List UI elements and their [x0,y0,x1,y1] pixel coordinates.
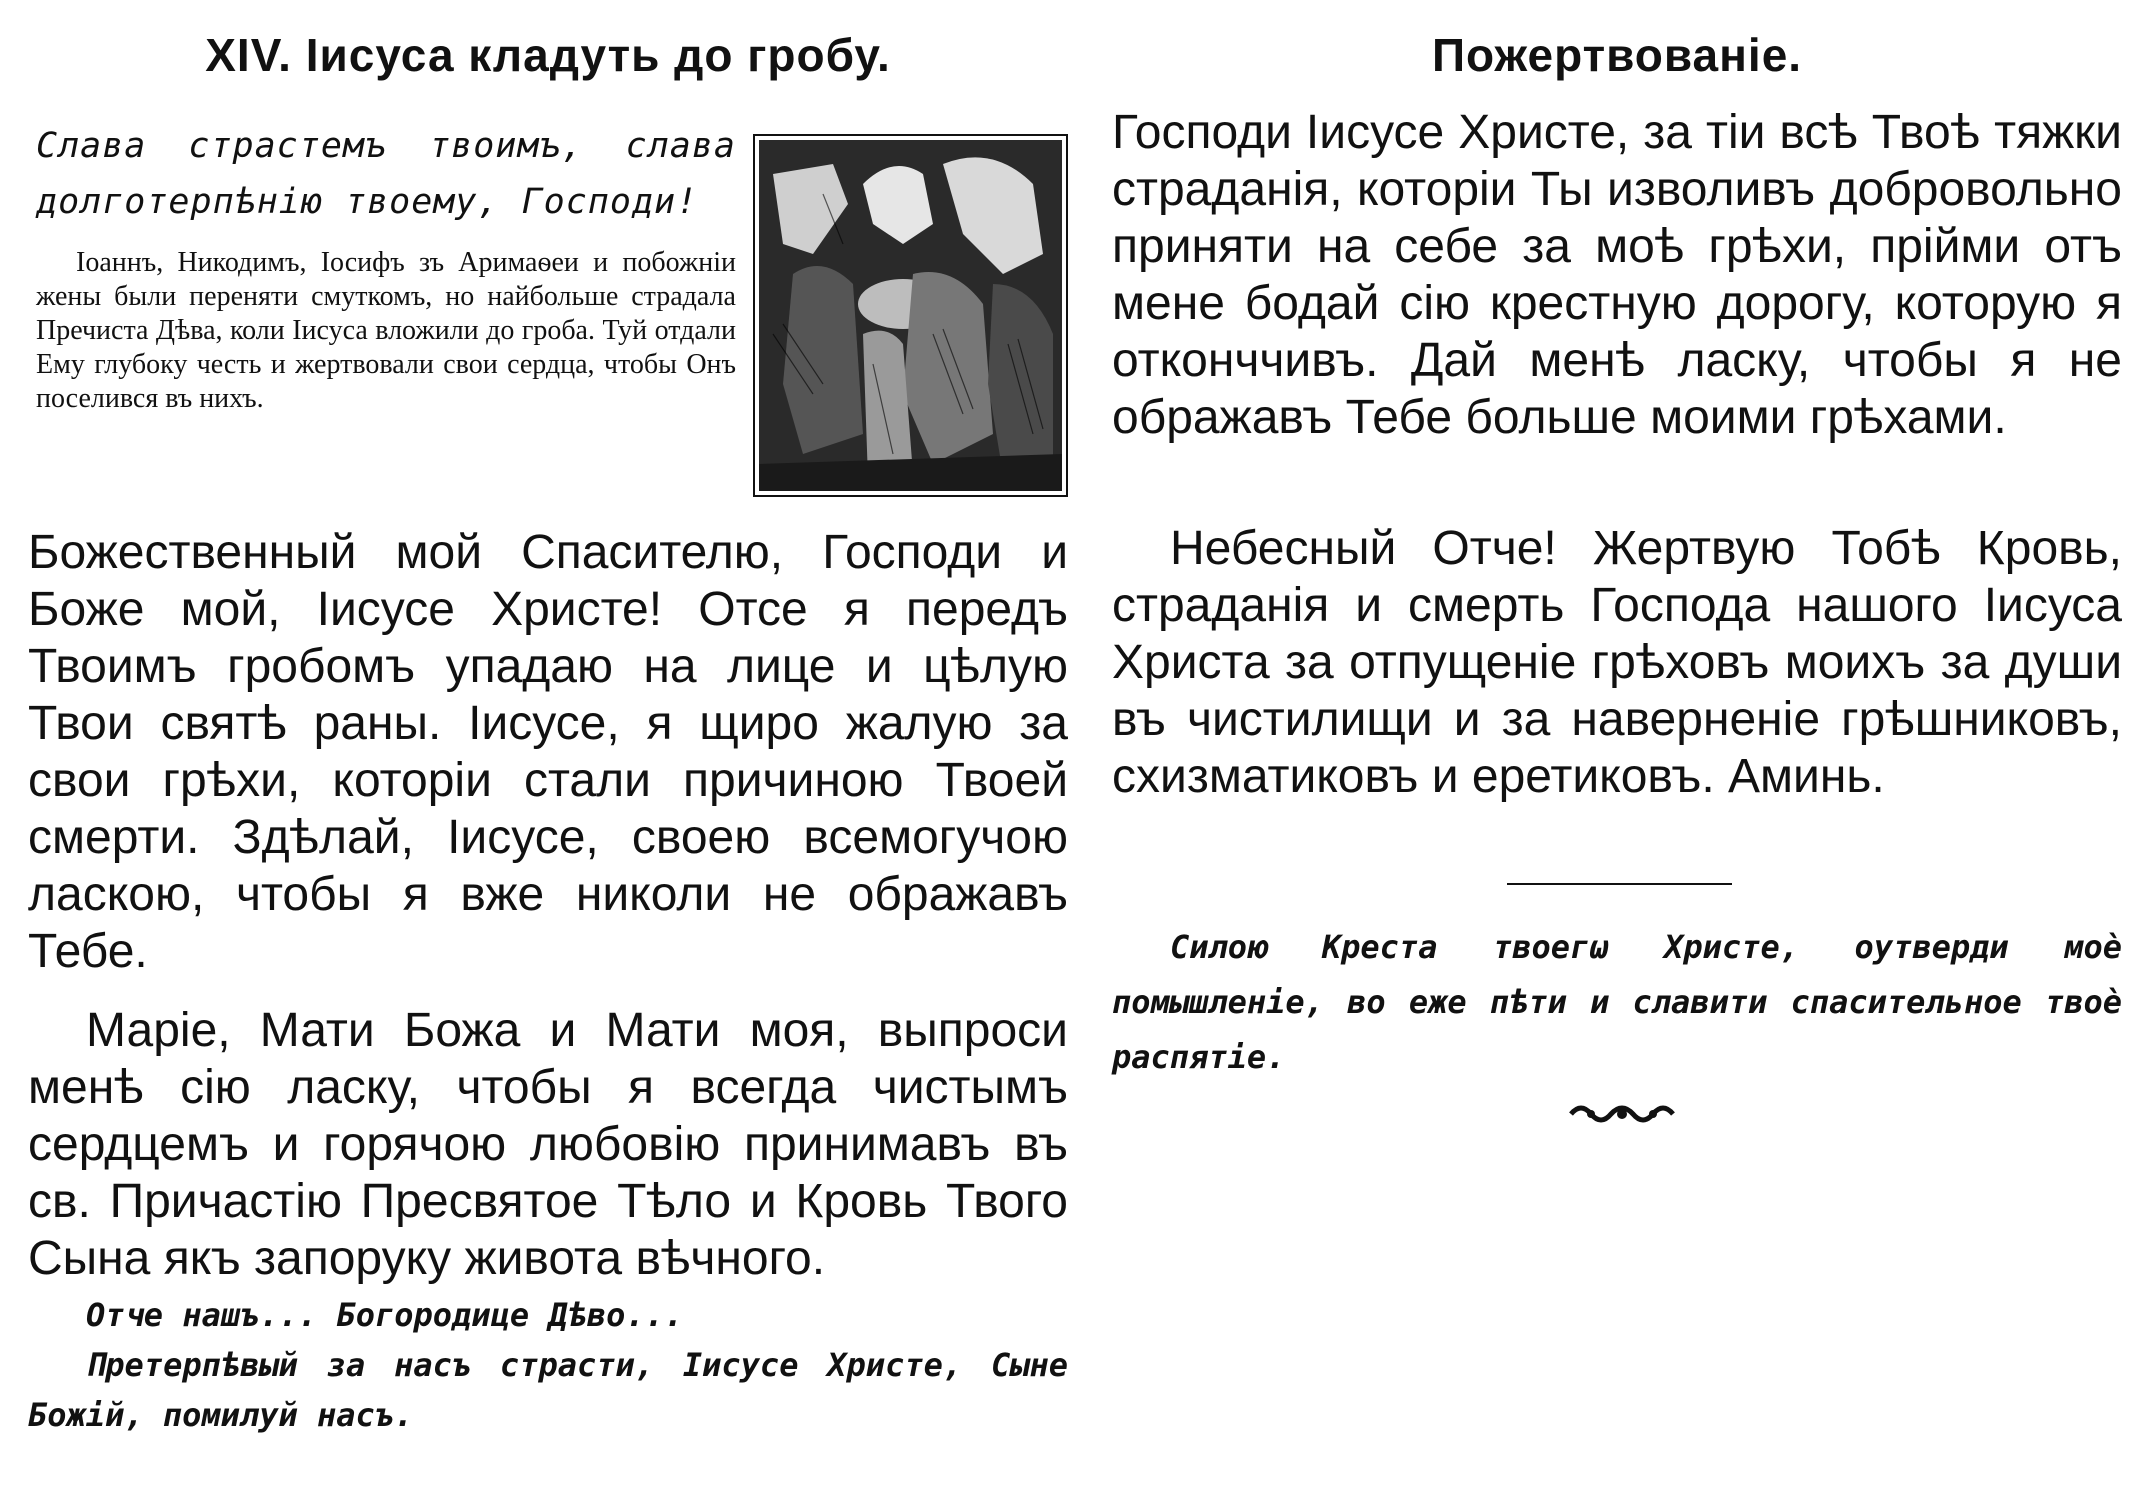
lead-verse-text: Слава страстемъ твоимъ, слава долготерпѣнію твоему, Господи! [36,126,736,222]
closing-verse: Силою Креста твоегω Христе, оутверди моѐ помышленіе, во еже пѣти и славити спасительное твоѐ распятіе. [1112,928,2122,1076]
heavenly-father-prayer: Небесный Отче! Жертвую Тобѣ Кровь, страданія и смерть Господа нашого Іисуса Христа за отпущеніе грѣховъ моихъ за души въ чистилищи и за наверненіе грѣшниковъ, схизматиковъ и еретиковъ. Аминь. [1112,522,2122,803]
entombment-illustration [753,134,1068,497]
page-title-right: Пожертвованіе. [1431,29,1803,81]
our-father-line: Отче нашъ... Богородице Дѣво... [86,1296,684,1334]
closing-prayers [28,1290,1068,1440]
ornament-icon [1567,1100,1677,1128]
closing-verse-block [1112,920,2122,1085]
lead-verse [36,118,736,230]
prayer-to-mary: Маріе, Мати Божа и Мати моя, выпроси менѣ сію ласку, чтобы я всегда чистымъ сердцемъ и горячою любовію принимавъ въ св. Причастію Пресвятое Тѣло и Кровь Твого Сына якъ запоруку живота вѣчного. [28,1004,1068,1285]
meditation-block [36,246,736,416]
prayer-to-jesus: Божественный мой Спасителю, Господи и Боже мой, Іисусе Христе! Отсе я передъ Твоимъ гробомъ упадаю на лице и цѣлую Твои святѣ раны. Іисусе, я щиро жалую за свои грѣхи, которіи стали причиною Твоей смерти. Здѣлай, Іисусе, своею всемогучою ласкою, чтобы я вже николи не ображавъ Тебе. [28,526,1068,978]
offering-prayer: Господи Іисусе Христе, за тіи всѣ Твоѣ тяжки страданія, которіи Ты изволивъ добровольно приняти на себе за моѣ грѣхи, прійми отъ мене бодай сію крестную дорогу, которую я отконччивъ. Дай менѣ ласку, чтобы я не ображавъ Тебе больше моими грѣхами. [1112,106,2122,444]
divider-rule [1507,883,1732,885]
page-title-left: XIV. Іисуса кладуть до гробу. [205,29,891,81]
meditation-text: Іоаннъ, Никодимъ, Іосифъ зъ Аримаѳеи и побожніи жены были переняти смуткомъ, но найбольше страдала Пречиста Дѣва, коли Іисуса вложили до гроба. Туй отдали Ему глубоку честь и жертвовали свои сердца, чтобы Онъ поселився въ нихъ. [36,247,736,414]
suffered-for-us-line: Претерпѣвый за насъ страсти, Іисусе Христе, Сыне Божій, помилуй насъ. [28,1346,1068,1434]
